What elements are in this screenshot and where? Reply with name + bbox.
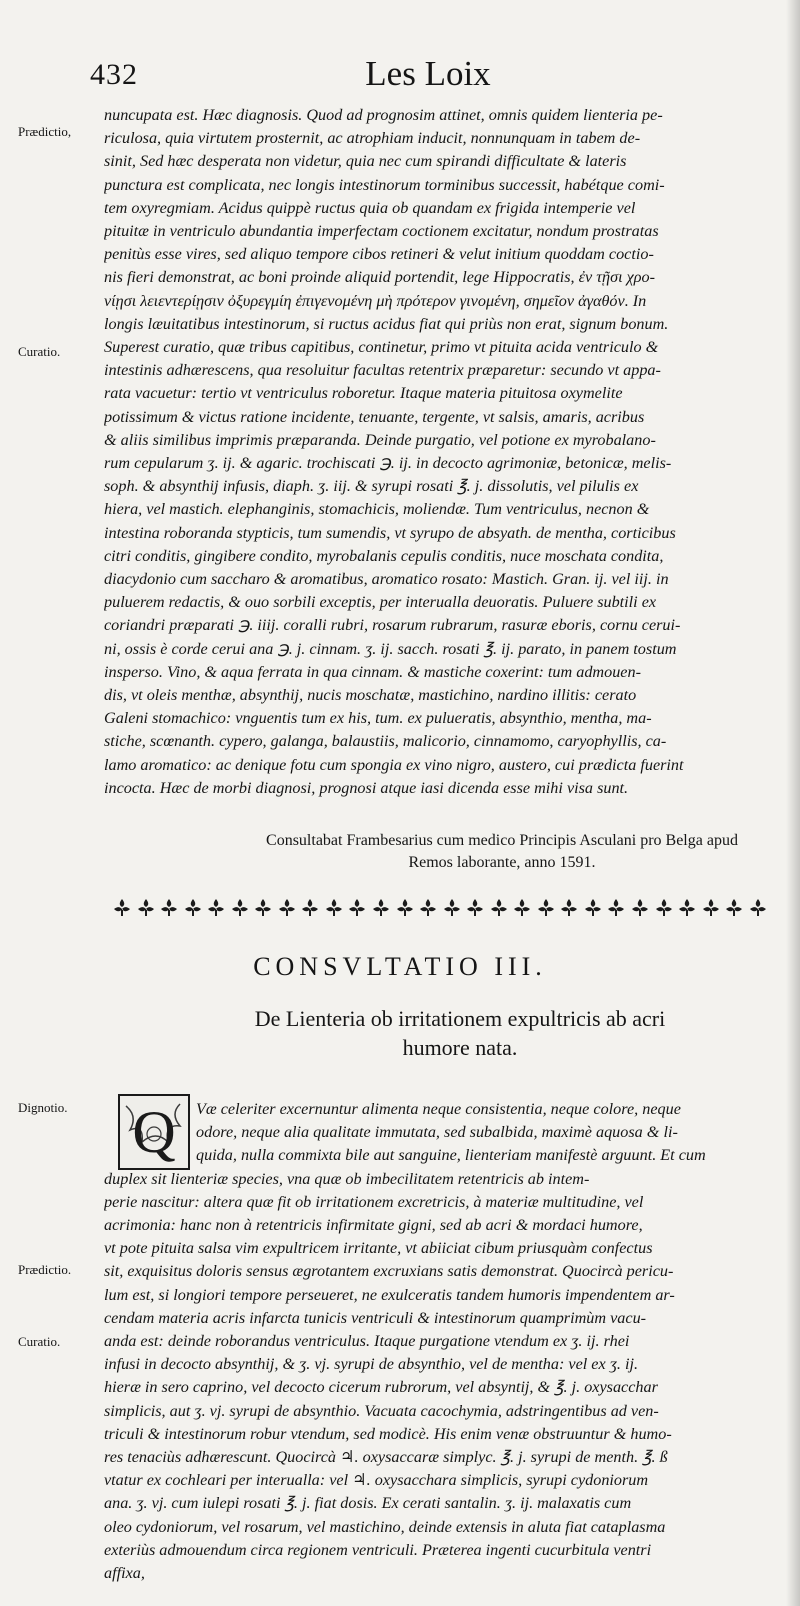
text-line: nis fieri demonstrat, ac boni proinde aliquid portendit, lege Hippocratis, ἐν τῇσι χρο- [104,268,655,287]
signature-line-1: Consultabat Frambesarius cum medico Principis Asculani pro Belga apud [266,832,738,849]
text-line: nuncupata est. Hæc diagnosis. Quod ad prognosim attinet, omnis quidem lienteria pe- [104,106,663,124]
consultation-signature [236,830,768,874]
text-line: tem oxyregmiam. Acidus quippè ructus quia ob quandam ex frigida intemperie vel [104,198,636,217]
fleuron-icon [606,897,626,917]
running-head: Les Loix [365,54,491,93]
text-line: ni, ossis è corde cerui ana ℈. j. cinnam. ʒ. ij. sacch. rosati ℥. ij. parato, in panem tostum [104,639,677,658]
subtitle-line-2: humore nata. [402,1035,518,1060]
fleuron-icon [300,897,320,917]
fleuron-icon [112,897,132,917]
fleuron-icon [536,897,556,917]
fleuron-icon [230,897,250,917]
fleuron-icon [465,897,485,917]
text-line: Væ celeriter excernuntur alimenta neque consistentia, neque colore, neque [196,1100,681,1118]
text-line: longis læuitatibus intestinorum, si ructus acidus fiat qui priùs non erat, signum bonum. [104,314,669,333]
fleuron-icon [442,897,462,917]
text-line: acrimonia: hanc non à retentricis infirmitate gigni, sed ab acri & mordaci humore, [104,1216,643,1235]
text-line: ana. ʒ. vj. cum iulepi rosati ℥. j. fiat dosis. Ex cerati santalin. ʒ. ij. malaxatis cum [104,1494,632,1513]
text-line: citri conditis, gingibere condito, myrobalanis cepulis conditis, nuce moschata condita, [104,546,664,565]
text-line: coriandri præparati ℈. iiij. coralli rubri, rosarum rubrarum, rasuræ eboris, cornu cerui- [104,616,681,635]
text-line: hiera, vel mastich. elephanginis, stomachicis, moliendæ. Tum ventriculus, necnon & [104,500,650,519]
drop-cap-letter: Q [132,1099,176,1165]
text-line: res tenaciùs adhærescunt. Quocircà ♃. oxysaccaræ simplyc. ℥. j. syrupi de menth. ℥. ß [104,1448,668,1467]
fleuron-icon [253,897,273,917]
body-text-part-1 [104,104,768,800]
fleuron-icon [347,897,367,917]
text-line: infusi in decocto absynthij, & ʒ. vj. syrupi de absynthio, vel de mentha: vel ex ʒ. ij. [104,1355,639,1374]
text-line: simplicis, aut ʒ. vj. syrupi de absynthio. Vacuata cacochymia, adstringentibus ad ven- [104,1401,659,1420]
fleuron-icon [206,897,226,917]
text-line: hieræ in sero caprino, vel decocto cicerum rubrorum, vel absyntij, & ℥. j. oxysacchar [104,1378,658,1397]
margin-note-curatio: Curatio. [18,344,61,359]
fleuron-icon [371,897,391,917]
page-header [88,52,768,96]
fleuron-icon [654,897,674,917]
text-line: odore, neque alia qualitate immutata, sed subalbida, maximè aquosa & li- [196,1123,678,1142]
text-line: sit, exquisitus doloris sensus ægrotantem excruxians satis demonstrat. Quocircà pericu- [104,1262,674,1281]
text-line: lamo aromatico: ac denique fotu cum spongia ex vino nigro, austero, cui prædicta fuerint [104,755,684,774]
text-line: punctura est complicata, nec longis intestinorum torminibus successit, habétque comi- [104,175,665,194]
text-line: affixa, [104,1564,145,1583]
text-line: diacydonio cum saccharo & aromatibus, aromatico rosato: Mastich. Gran. ij. vel iij. in [104,570,669,589]
text-line: lum est, si longiori tempore perseueret, ne exulceratis tandem humoris impendentem ar- [104,1285,675,1304]
text-line: rum cepularum ʒ. ij. & agaric. trochiscati ℈. ij. in decocto agrimoniæ, betonicæ, melis- [104,454,672,473]
text-line: stiche, scœnanth. cypero, galanga, balaustiis, malicorio, cinnamomo, caryophyllis, ca- [104,732,667,751]
text-line: exteriùs admouendum circa regionem ventriculi. Præterea ingenti cucurbitula ventri [104,1540,652,1559]
text-line: intestina roboranda stypticis, tum sumendis, vt syrupo de absyath. de mentha, corticibus [104,523,676,542]
text-line: νίῃσι λειεντερίῃσιν ὀξυρεγμίη ἐπιγενομένη μὴ πρότερον γινομένη, σημεῖον ἀγαθόν. In [104,291,647,310]
text-line: rata vacuetur: tertio vt ventriculus roboretur. Itaque materia pituitosa oxymelite [104,384,623,403]
text-line: pituitæ in ventriculo abundantia imperfectam coctionem excitatur, nondum prostratas [104,222,659,241]
text-line: triculi & intestinorum robur vtendum, sed modicè. His enim venæ obstruuntur & humo- [104,1424,672,1443]
fleuron-icon [677,897,697,917]
fleuron-icon [418,897,438,917]
subtitle-line-1: De Lienteria ob irritationem expultricis ab acri [254,1006,666,1031]
text-line: incocta. Hæc de morbi diagnosi, prognosi atque iasi dicenda esse mihi visa sunt. [104,778,629,797]
text-line: cendam materia acris infarcta tunicis ventriculi & intestinorum quamprimùm vacu- [104,1308,647,1327]
fleuron-icon [630,897,650,917]
page-edge-shadow [786,0,800,1606]
text-line: dis, vt oleis menthæ, absynthij, nucis moschatæ, mastichino, nardino illitis: cerato [104,686,637,705]
text-line: duplex sit lienteriæ species, vna quæ ob imbecilitatem retentricis ab intem- [104,1169,590,1188]
fleuron-icon [512,897,532,917]
fleuron-ornament-band [112,896,768,918]
fleuron-icon [136,897,156,917]
text-line: anda est: deinde roborandus ventriculus. Itaque purgatione vtendum ex ʒ. ij. rhei [104,1332,630,1351]
text-line: sinit, Sed hæc desperata non videtur, quia nec cum spirandi difficultate & lateris [104,152,627,171]
text-line: perie nascitur: altera quæ fit ob irritationem excretricis, à materiæ multitudine, vel [104,1192,644,1211]
fleuron-icon [701,897,721,917]
text-line: quida, nulla commixta bile aut sanguine, lienteriam manifestè arguunt. Et cum [196,1146,706,1165]
fleuron-icon [183,897,203,917]
text-line: potissimum & victus ratione incidente, tenuante, tergente, vt salsis, amaris, acribus [104,407,645,426]
text-line: soph. & absynthij infusis, diaph. ʒ. iij. & syrupi rosati ℥. j. dissolutis, vel pilulis ex [104,477,639,496]
text-line: riculosa, quia virtutem prosternit, ac atrophiam inducit, nonnunquam in tabem de- [104,129,641,148]
text-line: vtatur ex cochleari per interualla: vel ♃. oxysacchara simplicis, syrupi cydoniorum [104,1471,649,1490]
section-subtitle [140,1004,780,1062]
text-line: puluerem redactis, & ouo sorbili exceptis, per interualla deuoratis. Puluere subtili ex [104,593,657,612]
text-line: vt pote pituita salsa vim expultricem irritante, vt abiiciat cibum priusquàm confectus [104,1239,653,1258]
text-line: intestinis adhærescens, qua resoluitur facultas retentrix præparetur: secundo vt appa- [104,361,661,380]
fleuron-icon [724,897,744,917]
text-line: Superest curatio, quæ tribus capitibus, continetur, primo vt pituita acida ventriculo & [104,338,659,357]
margin-note-curatio-2: Curatio. [18,1334,61,1349]
section-title: CONSVLTATIO III. [253,952,547,981]
page-number: 432 [90,58,138,91]
body-text-part-2 [104,1098,768,1585]
fleuron-icon [324,897,344,917]
margin-note-praedictio: Prædictio, [18,124,72,139]
fleuron-icon [583,897,603,917]
text-line: oleo cydoniorum, vel rosarum, vel mastichino, deinde extensis in aluta fiat cataplasma [104,1517,666,1536]
fleuron-icon [159,897,179,917]
fleuron-icon [277,897,297,917]
fleuron-icon [489,897,509,917]
text-line: penitùs esse vires, sed aliquo tempore cibos retineri & velut initium quoddam coctio- [104,245,654,264]
text-line: & aliis similibus imprimis præparanda. Deinde purgatio, vel potione ex myrobalano- [104,430,656,449]
margin-note-dignotio: Dignotio. [18,1100,68,1115]
fleuron-icon [748,897,768,917]
signature-line-2: Remos laborante, anno 1591. [408,854,596,871]
margin-note-praedictio-2: Prædictio. [18,1262,72,1277]
fleuron-icon [559,897,579,917]
text-line: Galeni stomachico: vnguentis tum ex his, tum. ex pulueratis, absynthio, mentha, ma- [104,709,652,728]
fleuron-icon [395,897,415,917]
text-line: insperso. Vino, & aqua ferrata in qua cinnam. & mastiche coxerint: tum admouen- [104,662,641,681]
